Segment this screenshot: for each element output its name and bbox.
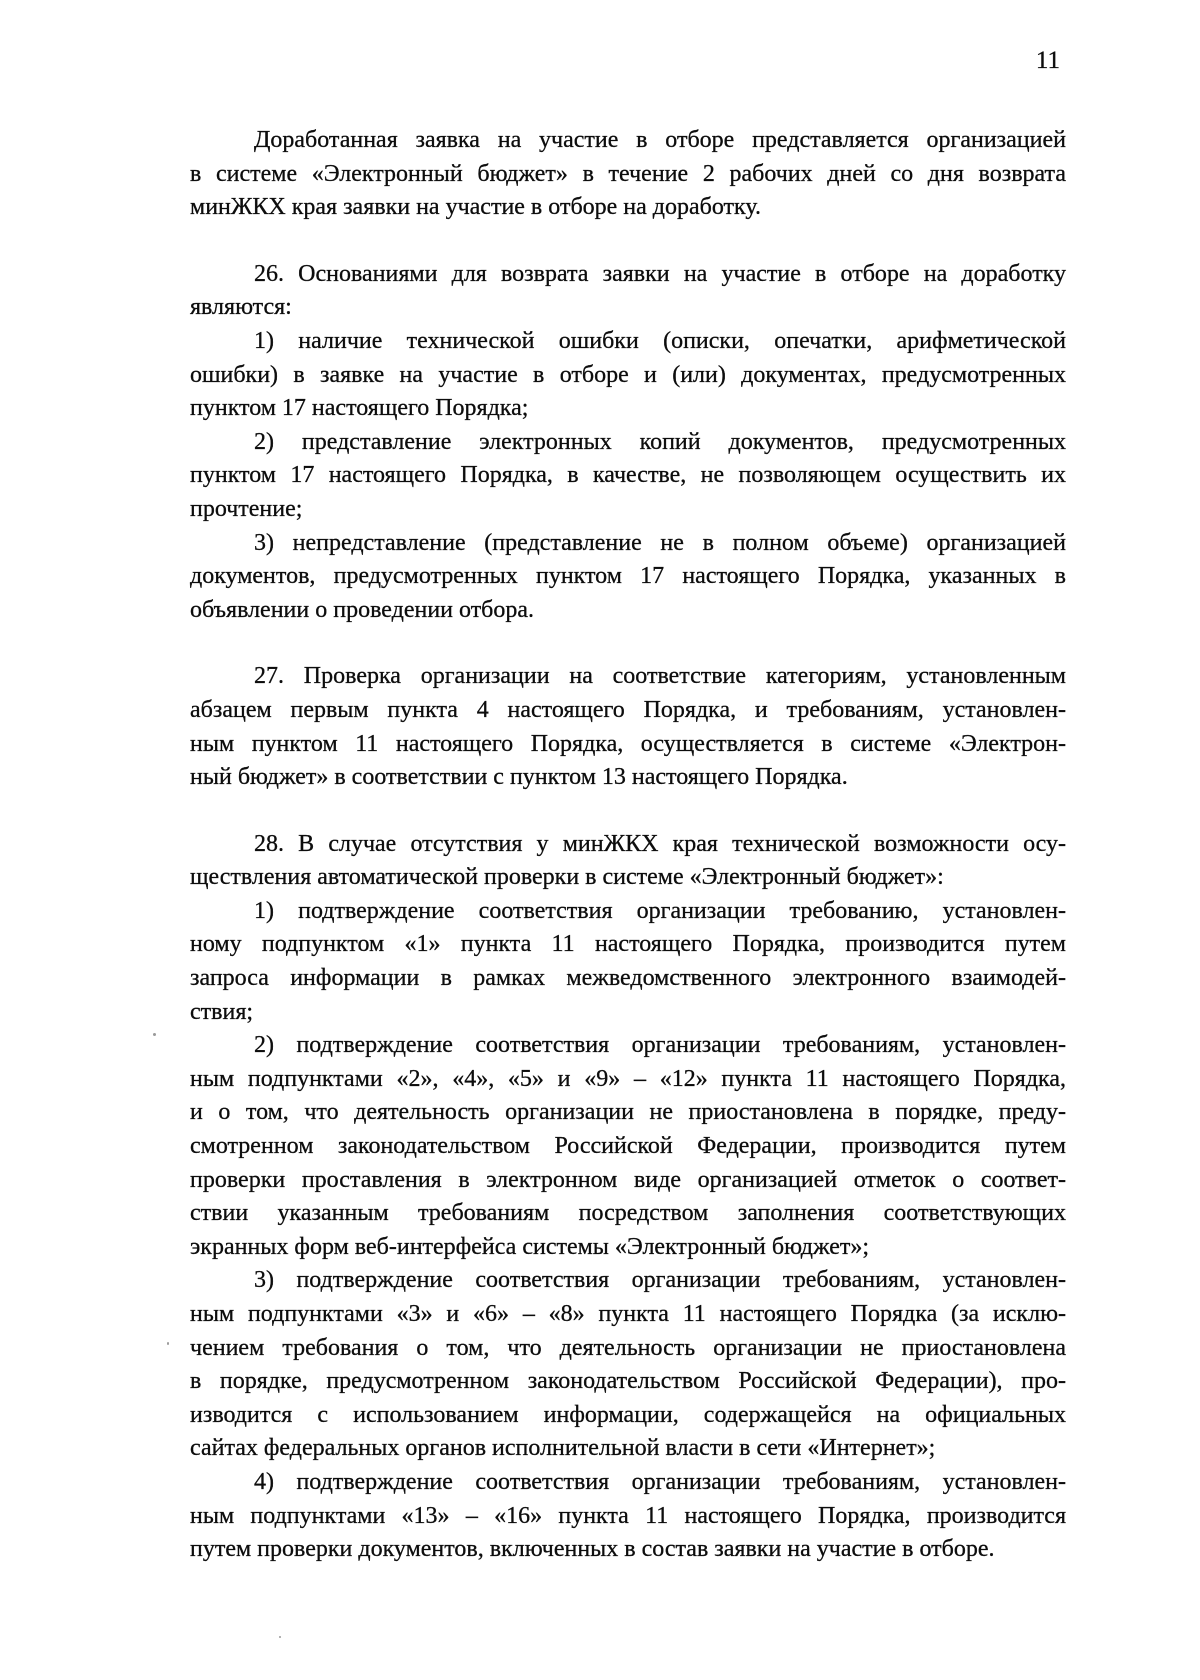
text-line: 2) подтверждение соответствия организации требованиям, установлен- <box>254 1032 1066 1059</box>
text-line: экранных форм веб-интерфейса системы «Электронный бюджет»; <box>190 1233 870 1260</box>
text-line: 3) непредставление (представление не в полном объеме) организацией <box>254 529 1066 556</box>
text-line: в порядке, предусмотренном законодательством Российской Федерации), про- <box>190 1368 1066 1395</box>
paragraph <box>190 1264 1066 1466</box>
paragraph <box>190 258 1066 325</box>
text-line: пунктом 17 настоящего Порядка; <box>190 395 529 422</box>
page-number: 11 <box>1035 47 1060 74</box>
text-line: путем проверки документов, включенных в состав заявки на участие в отборе. <box>190 1536 995 1563</box>
text-line: ным подпунктами «2», «4», «5» и «9» – «12» пункта 11 настоящего Порядка, <box>190 1065 1066 1092</box>
text-line: 27. Проверка организации на соответствие категориям, установленным <box>254 663 1066 690</box>
text-line: объявлении о проведении отбора. <box>190 596 535 623</box>
text-line: документов, предусмотренных пунктом 17 настоящего Порядка, указанных в <box>190 563 1066 590</box>
paragraph <box>190 426 1066 527</box>
paragraph <box>190 527 1066 628</box>
text-line: смотренном законодательством Российской Федерации, производится путем <box>190 1133 1066 1160</box>
document-body <box>190 124 1066 1567</box>
text-line: ный бюджет» в соответствии с пунктом 13 настоящего Порядка. <box>190 764 848 791</box>
text-line: 4) подтверждение соответствия организации требованиям, установлен- <box>254 1468 1066 1495</box>
text-line: ствии указанным требованиям посредством заполнения соответствующих <box>190 1200 1066 1227</box>
text-line: ствия; <box>190 998 254 1025</box>
paragraph <box>190 1466 1066 1567</box>
text-line: ным пунктом 11 настоящего Порядка, осуществляется в системе «Электрон- <box>190 730 1066 757</box>
text-line: ным подпунктами «13» – «16» пункта 11 настоящего Порядка, производится <box>190 1502 1066 1529</box>
text-line: пунктом 17 настоящего Порядка, в качестве, не позволяющем осуществить их <box>190 462 1066 489</box>
text-line: 3) подтверждение соответствия организации требованиям, установлен- <box>254 1267 1066 1294</box>
text-line: запроса информации в рамках межведомственного электронного взаимодей- <box>190 965 1066 992</box>
text-line: прочтение; <box>190 495 303 522</box>
text-line: и о том, что деятельность организации не приостановлена в порядке, преду- <box>190 1099 1066 1126</box>
text-line: в системе «Электронный бюджет» в течение 2 рабочих дней со дня возврата <box>190 160 1066 187</box>
paragraph <box>190 1029 1066 1264</box>
paragraph <box>190 660 1066 794</box>
scan-speck <box>279 1636 281 1638</box>
text-line: Доработанная заявка на участие в отборе представляется организацией <box>254 127 1066 153</box>
text-line: 2) представление электронных копий документов, предусмотренных <box>254 428 1066 455</box>
paragraph <box>190 828 1066 895</box>
text-line: ным подпунктами «3» и «6» – «8» пункта 11 настоящего Порядка (за исклю- <box>190 1301 1066 1327</box>
text-line: 28. В случае отсутствия у минЖКХ края технической возможности осу- <box>254 830 1066 857</box>
text-line: 1) наличие технической ошибки (описки, опечатки, арифметической <box>254 327 1066 354</box>
text-line: абзацем первым пункта 4 настоящего Порядка, и требованиям, установлен- <box>190 696 1066 723</box>
text-line: ществления автоматической проверки в системе «Электронный бюджет»: <box>190 864 944 891</box>
text-line: ошибки) в заявке на участие в отборе и (или) документах, предусмотренных <box>190 361 1066 388</box>
paragraph <box>190 325 1066 426</box>
text-line: изводится с использованием информации, содержащейся на официальных <box>190 1401 1066 1428</box>
text-line: 1) подтверждение соответствия организации требованию, установлен- <box>254 897 1066 924</box>
text-line: ному подпунктом «1» пункта 11 настоящего Порядка, производится путем <box>190 931 1066 958</box>
paragraph <box>190 895 1066 1029</box>
text-line: минЖКХ края заявки на участие в отборе на доработку. <box>190 194 761 221</box>
text-line: 26. Основаниями для возврата заявки на участие в отборе на доработку <box>254 260 1066 287</box>
scan-speck <box>167 1342 169 1345</box>
paragraph <box>190 124 1066 225</box>
scan-speck <box>153 1033 156 1036</box>
text-line: чением требования о том, что деятельность организации не приостановлена <box>190 1334 1066 1361</box>
text-line: сайтах федеральных органов исполнительной власти в сети «Интернет»; <box>190 1435 936 1462</box>
text-line: являются: <box>190 294 292 321</box>
text-line: проверки проставления в электронном виде организацией отметок о соответ- <box>190 1166 1066 1193</box>
